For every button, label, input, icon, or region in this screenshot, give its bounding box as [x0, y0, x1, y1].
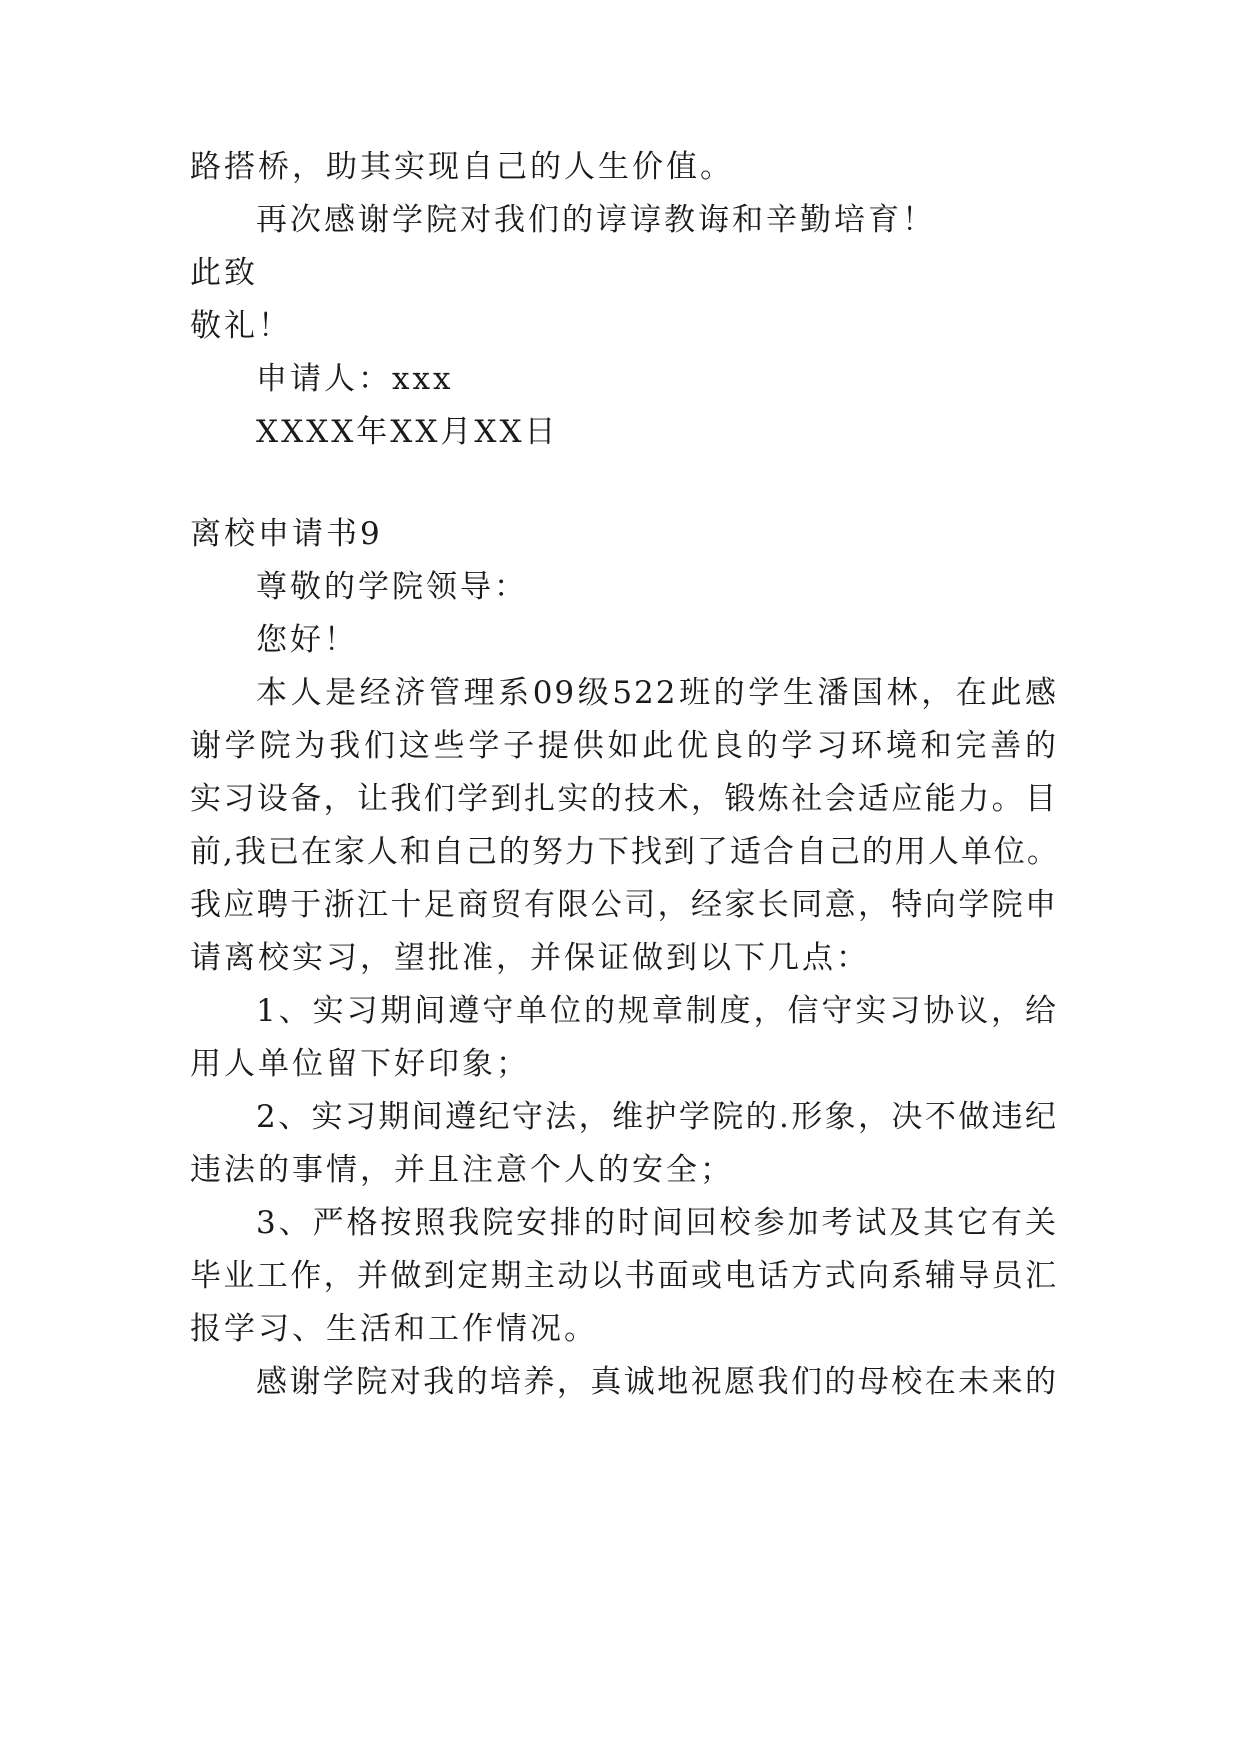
list-item-line: 3、严格按照我院安排的时间回校参加考试及其它有关	[256, 1205, 1058, 1241]
paragraph-line: 谢学院为我们这些学子提供如此优良的学习环境和完善的	[190, 728, 1058, 764]
date-line: XXXX年XX月XX日	[256, 414, 559, 450]
paragraph-line: 前,我已在家人和自己的努力下找到了适合自己的用人单位。	[190, 834, 1060, 870]
greeting: 您好！	[256, 622, 358, 658]
list-item-line: 1、实习期间遵守单位的规章制度，信守实习协议，给	[256, 993, 1058, 1029]
list-item-line: 2、实习期间遵纪守法，维护学院的.形象，决不做违纪	[256, 1099, 1058, 1135]
paragraph-line: 我应聘于浙江十足商贸有限公司，经家长同意，特向学院申	[190, 887, 1058, 923]
list-item-line: 违法的事情，并且注意个人的安全；	[190, 1152, 734, 1188]
list-item-line: 毕业工作，并做到定期主动以书面或电话方式向系辅导员汇	[190, 1258, 1058, 1294]
paragraph-line: 请离校实习，望批准，并保证做到以下几点：	[190, 940, 870, 976]
closing-salute: 敬礼！	[190, 308, 292, 344]
paragraph-line: 本人是经济管理系09级522班的学生潘国林，在此感	[256, 675, 1058, 711]
paragraph-line: 实习设备，让我们学到扎实的技术，锻炼社会适应能力。目	[190, 781, 1058, 817]
list-item-line: 用人单位留下好印象；	[190, 1046, 530, 1082]
applicant-line: 申请人：xxx	[256, 361, 454, 397]
section-title: 离校申请书9	[190, 516, 383, 552]
paragraph-line: 再次感谢学院对我们的谆谆教诲和辛勤培育！	[256, 202, 936, 238]
paragraph-line: 路搭桥，助其实现自己的人生价值。	[190, 149, 734, 185]
paragraph-line: 感谢学院对我的培养，真诚地祝愿我们的母校在未来的	[256, 1364, 1058, 1400]
salutation: 尊敬的学院领导：	[256, 569, 528, 605]
list-item-line: 报学习、生活和工作情况。	[190, 1311, 598, 1347]
closing-line: 此致	[190, 255, 258, 291]
